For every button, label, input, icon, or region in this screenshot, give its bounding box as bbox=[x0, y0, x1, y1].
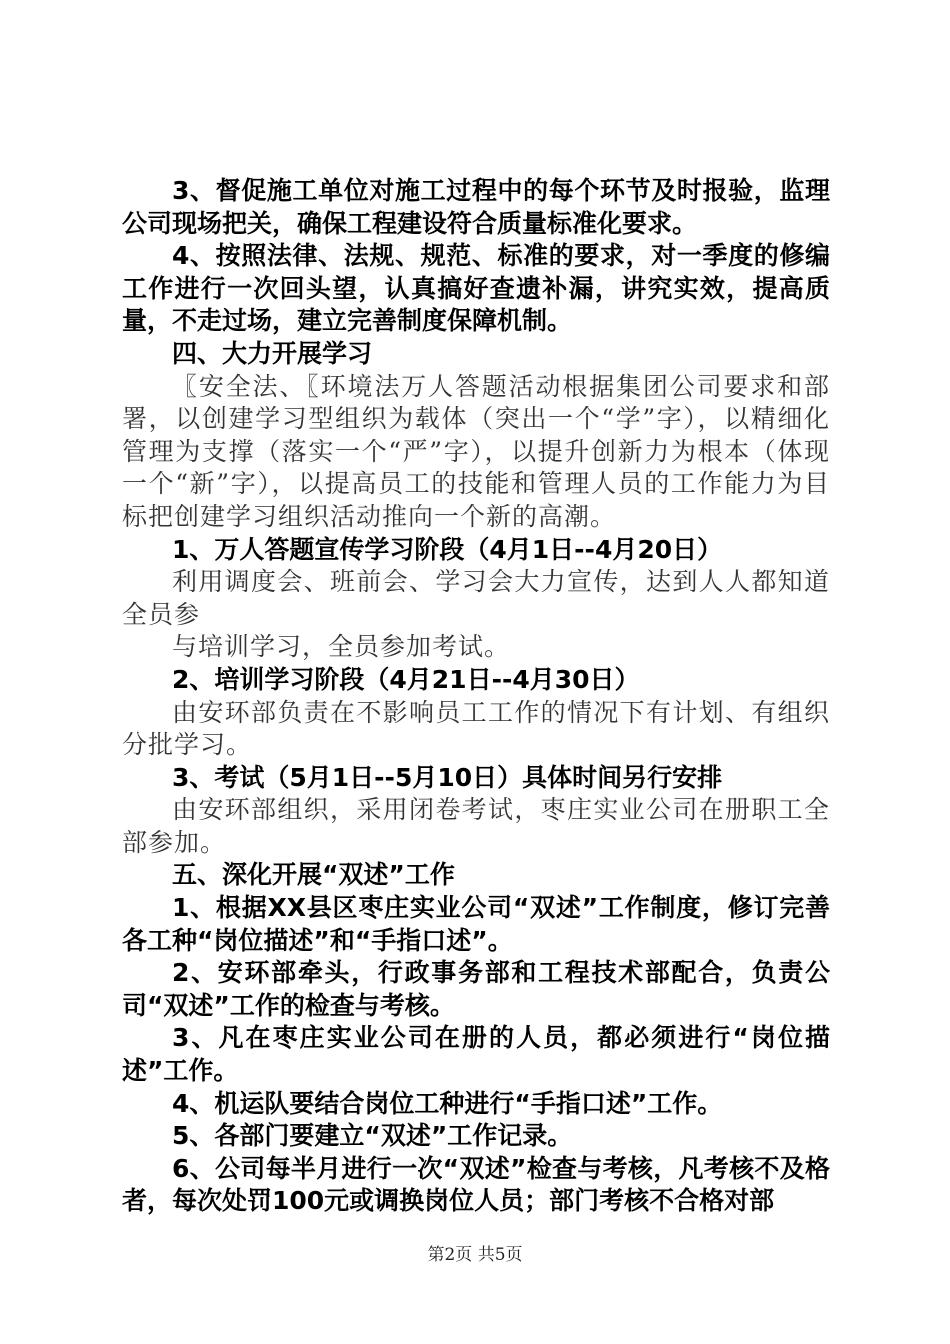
paragraph-bold: 3、考试（5月1日--5月10日）具体时间另行安排 bbox=[172, 762, 723, 792]
paragraph: 由安环部组织，采用闭卷考试，枣庄实业公司在册职工全部参加。 bbox=[122, 795, 830, 857]
page-footer: 第2页 共5页 bbox=[427, 1245, 523, 1265]
paragraph: 由安环部负责在不影响员工工作的情况下有计划、有组织分批学习。 bbox=[122, 697, 830, 760]
paragraph-bold: 四、大力开展学习 bbox=[172, 338, 373, 368]
paragraph: 利用调度会、班前会、学习会大力宣传，达到人人都知道全员参 bbox=[122, 567, 830, 629]
paragraph-bold: 5、各部门要建立“双述”工作记录。 bbox=[172, 1121, 573, 1151]
paragraph-bold: 1、根据XX县区枣庄实业公司“双述”工作制度，修订完善各工种“岗位描述”和“手指口述”。 bbox=[122, 893, 830, 955]
document-body bbox=[122, 175, 830, 1218]
paragraph: 与培训学习，全员参加考试。 bbox=[172, 632, 511, 662]
paragraph-bold: 4、按照法律、法规、规范、标准的要求，对一季度的修编工作进行一次回头望，认真搞好查遗补漏，讲究实效，提高质量，不走过场，建立完善制度保障机制。 bbox=[122, 241, 830, 336]
paragraph-bold: 3、凡在枣庄实业公司在册的人员，都必须进行“岗位描述”工作。 bbox=[122, 1023, 830, 1086]
paragraph-bold: 3、督促施工单位对施工过程中的每个环节及时报验，监理公司现场把关，确保工程建设符合质量标准化要求。 bbox=[122, 176, 830, 238]
paragraph-bold: 五、深化开展“双述”工作 bbox=[172, 860, 455, 890]
paragraph-bold: 2、培训学习阶段（4月21日--4月30日） bbox=[172, 664, 640, 694]
paragraph: 〖安全法、〖环境法万人答题活动根据集团公司要求和部署，以创建学习型组织为载体（突出一个“学”字），以精细化管理为支撑（落实一个“严”字），以提升创新力为根本（体现一个“新”字），以提高员工的技能和管理人员的工作能力为目标把创建学习组织活动推向一个新的高潮。 bbox=[122, 371, 830, 531]
paragraph-bold: 6、公司每半月进行一次“双述”检查与考核，凡考核不及格者，每次处罚100元或调换岗位人员；部门考核不合格对部 bbox=[122, 1153, 830, 1216]
paragraph-bold: 1、万人答题宣传学习阶段（4月1日--4月20日） bbox=[172, 534, 723, 564]
paragraph-bold: 2、安环部牵头，行政事务部和工程技术部配合，负责公司“双述”工作的检查与考核。 bbox=[122, 958, 830, 1020]
paragraph-bold: 4、机运队要结合岗位工种进行“手指口述”工作。 bbox=[172, 1088, 723, 1118]
